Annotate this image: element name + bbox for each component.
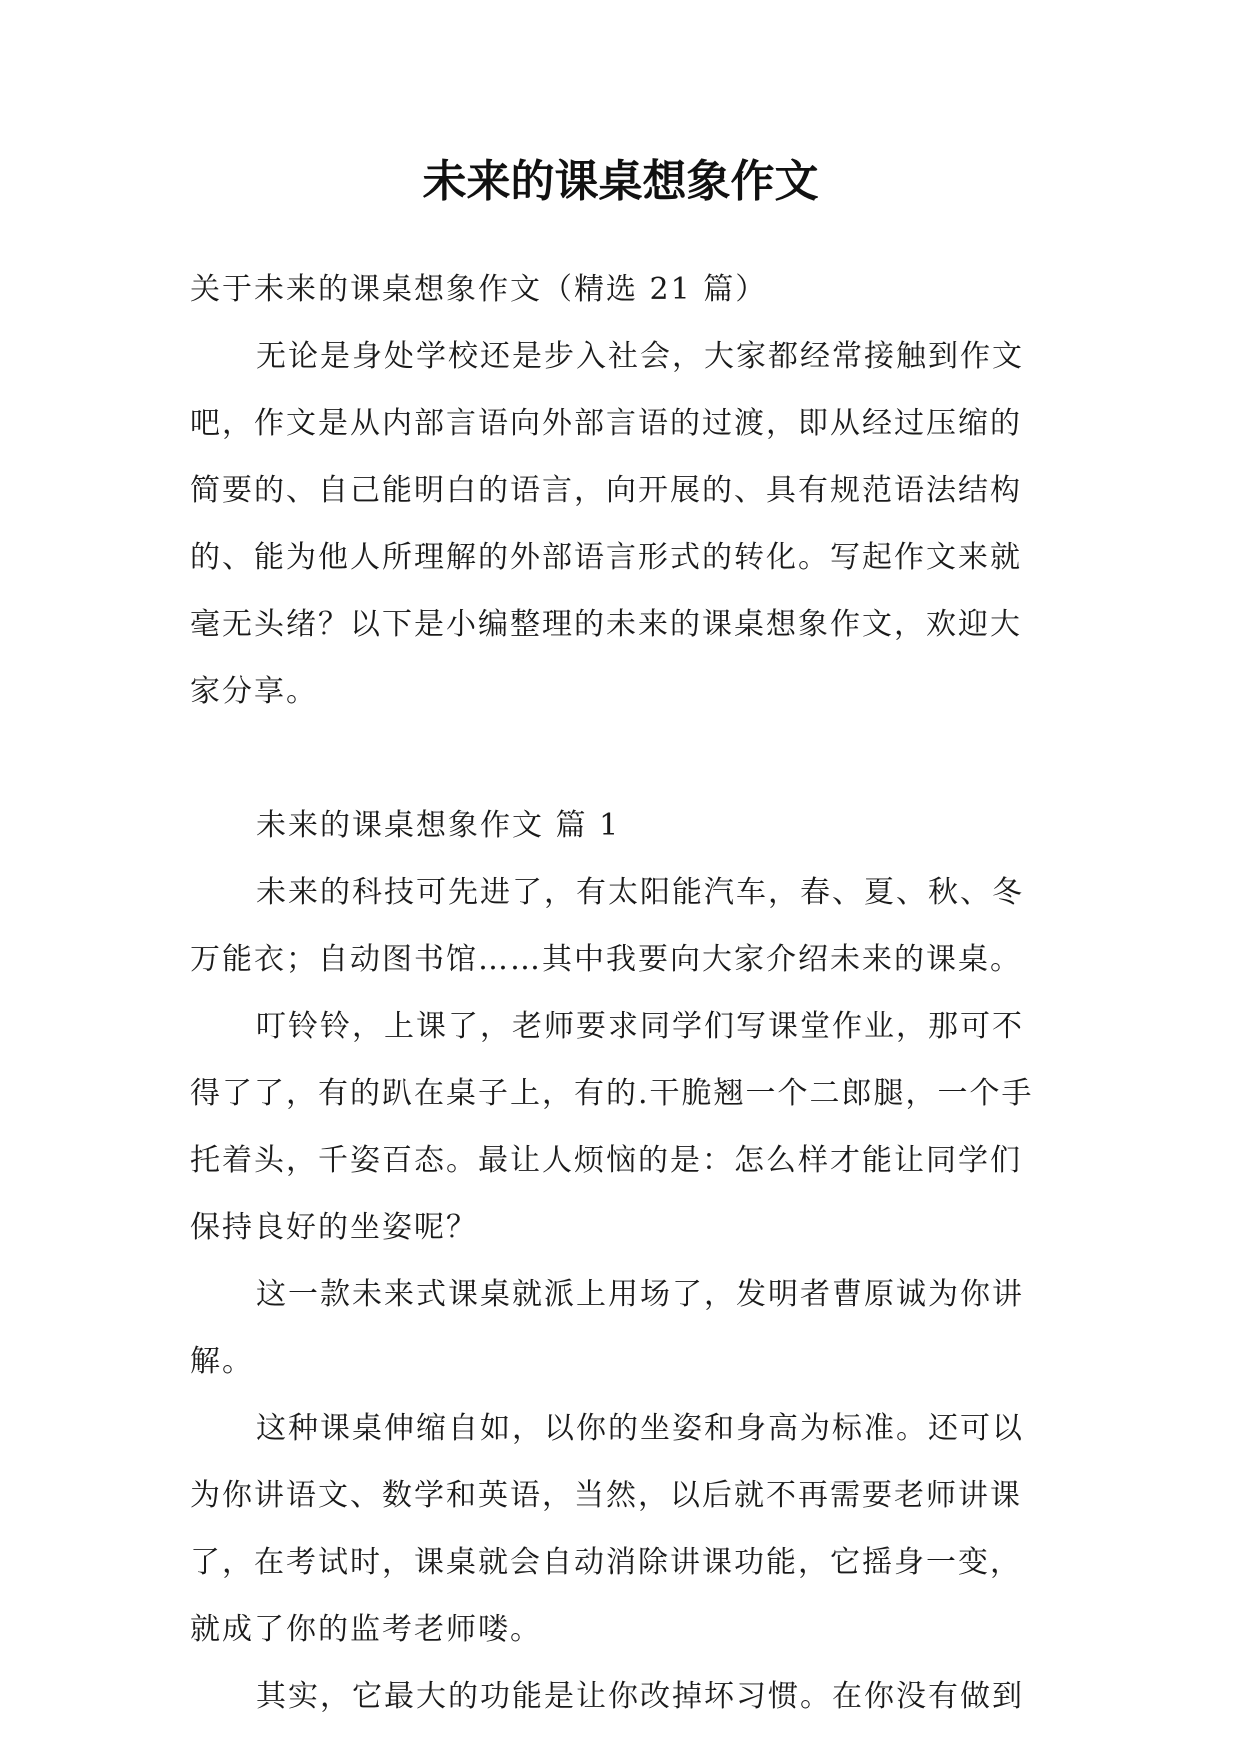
intro-paragraph: 无论是身处学校还是步入社会，大家都经常接触到作文吧，作文是从内部言语向外部言语的过渡，即从经过压缩的简要的、自己能明白的语言，向开展的、具有规范语法结构的、能为他人所理解的外部语言形式的转化。写起作文来就毫无头绪？以下是小编整理的未来的课桌想象作文，欢迎大家分享。 xyxy=(190,339,1024,709)
body-paragraph: 这种课桌伸缩自如，以你的坐姿和身高为标准。还可以为你讲语文、数学和英语，当然，以后就不再需要老师讲课了，在考试时，课桌就会自动消除讲课功能，它摇身一变，就成了你的监考老师喽。 xyxy=(190,1411,1024,1647)
section-heading: 未来的课桌想象作文 篇 1 xyxy=(256,808,621,843)
body-paragraph: 其实，它最大的功能是让你改掉坏习惯。在你没有做到 xyxy=(256,1679,1024,1714)
body-paragraph: 叮铃铃，上课了，老师要求同学们写课堂作业，那可不得了了，有的趴在桌子上，有的.干脆翘一个二郎腿，一个手托着头，千姿百态。最让人烦恼的是：怎么样才能让同学们保持良好的坐姿呢？ xyxy=(190,1009,1034,1245)
section-spacer xyxy=(190,725,1050,792)
document-body xyxy=(190,256,1050,1730)
body-paragraph: 这一款未来式课桌就派上用场了，发明者曹原诚为你讲解。 xyxy=(190,1277,1024,1379)
document-subtitle: 关于未来的课桌想象作文（精选 21 篇） xyxy=(190,272,768,307)
body-paragraph: 未来的科技可先进了，有太阳能汽车，春、夏、秋、冬万能衣；自动图书馆……其中我要向大家介绍未来的课桌。 xyxy=(190,875,1024,977)
document-title: 未来的课桌想象作文 xyxy=(422,156,819,207)
